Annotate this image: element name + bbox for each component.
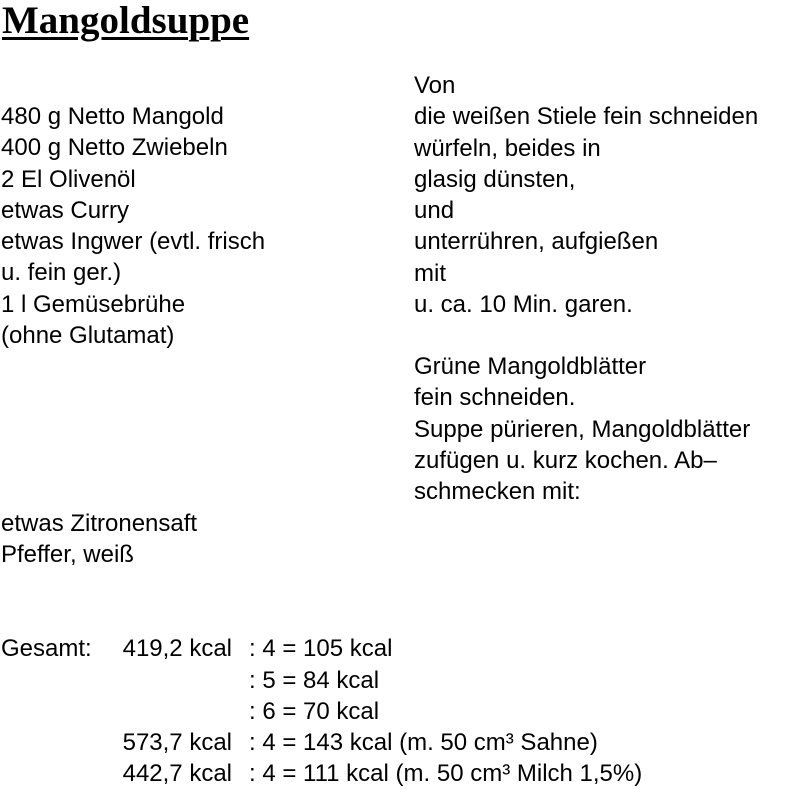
step-line: zufügen u. kurz kochen. Ab–	[414, 446, 717, 474]
step-line: fein schneiden.	[414, 384, 576, 412]
step-line: Von	[414, 72, 456, 99]
step-line: die weißen Stiele fein schneiden	[414, 103, 759, 131]
nutrition-portion: : 4 = 105 kcal	[249, 635, 393, 662]
seasoning-list	[1, 508, 197, 571]
nutrition-row	[0, 696, 798, 727]
seasoning-item: etwas Zitronensaft	[1, 510, 198, 537]
nutrition-row	[0, 633, 798, 664]
nutrition-portion: : 6 = 70 kcal	[249, 698, 380, 725]
preparation-steps-2	[414, 351, 750, 507]
nutrition-total: 442,7 kcal	[122, 760, 232, 787]
step-line: Grüne Mangoldblätter	[414, 353, 647, 380]
nutrition-portion: : 4 = 143 kcal (m. 50 cm³ Sahne)	[249, 729, 598, 756]
step-line: und	[414, 197, 455, 225]
step-line: u. ca. 10 Min. garen.	[414, 291, 633, 319]
ingredient-item: u. fein ger.)	[1, 259, 122, 287]
step-line: mit	[414, 259, 446, 287]
ingredient-item: etwas Ingwer (evtl. frisch	[1, 228, 266, 256]
nutrition-portion: : 4 = 111 kcal (m. 50 cm³ Milch 1,5%)	[249, 760, 643, 787]
nutrition-row	[0, 758, 798, 789]
ingredient-item: etwas Curry	[1, 196, 130, 224]
step-line: unterrühren, aufgießen	[414, 228, 659, 256]
recipe-title: Mangoldsuppe	[2, 0, 250, 42]
ingredient-list	[1, 101, 265, 351]
ingredient-item: (ohne Glutamat)	[1, 322, 175, 350]
nutrition-portion: : 5 = 84 kcal	[249, 667, 380, 694]
nutrition-label: Gesamt:	[1, 635, 92, 662]
ingredient-item: 480 g Netto Mangold	[1, 103, 224, 130]
step-line: Suppe pürieren, Mangoldblätter	[414, 415, 751, 443]
preparation-steps-1	[414, 70, 758, 320]
step-line: würfeln, beides in	[414, 134, 601, 162]
ingredient-item: 1 l Gemüsebrühe	[1, 290, 186, 318]
step-line: schmecken mit:	[414, 478, 581, 506]
step-line: glasig dünsten,	[414, 165, 576, 193]
ingredient-item: 2 El Olivenöl	[1, 165, 136, 193]
ingredient-item: 400 g Netto Zwiebeln	[1, 134, 228, 162]
nutrition-row	[0, 727, 798, 758]
seasoning-item: Pfeffer, weiß	[1, 541, 134, 569]
nutrition-row	[0, 665, 798, 696]
nutrition-total: 419,2 kcal	[122, 635, 232, 662]
nutrition-total: 573,7 kcal	[122, 729, 232, 756]
